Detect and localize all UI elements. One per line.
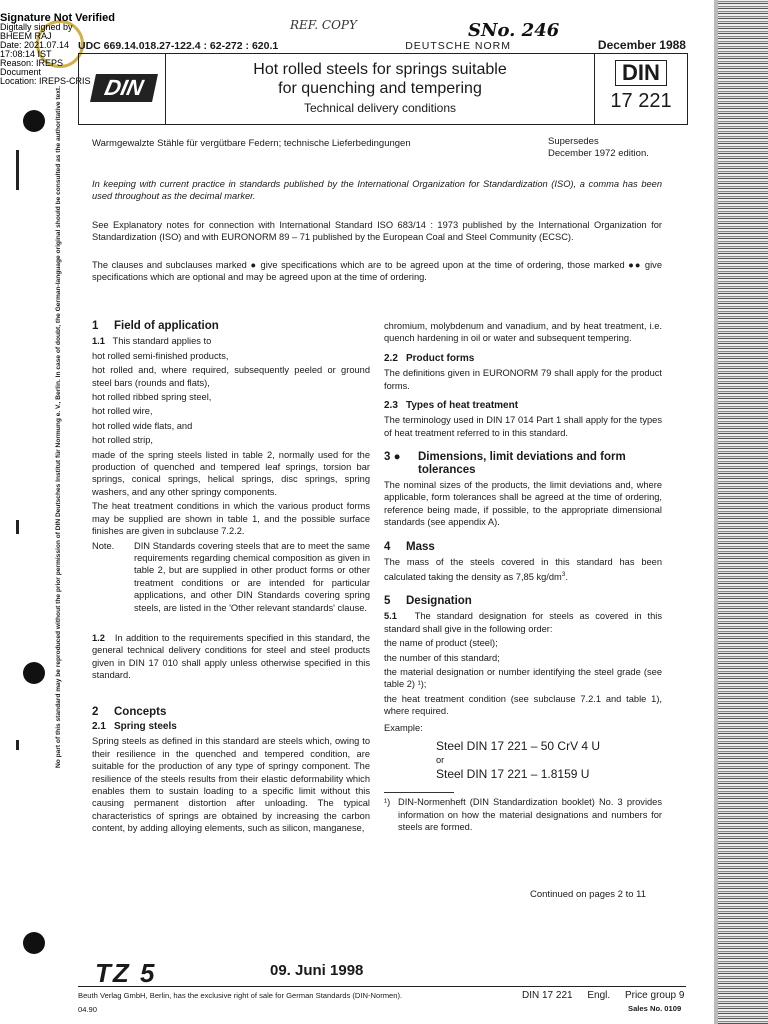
signature-title: Signature Not Verified	[0, 12, 115, 24]
list-item: hot rolled and, where required, subsequently peeled or ground steel bars (rounds and flats),	[92, 365, 370, 388]
paragraph	[384, 610, 662, 635]
subsection-heading	[384, 353, 662, 365]
footer-rule	[78, 986, 686, 987]
punch-hole	[23, 662, 45, 684]
intro-clauses: The clauses and subclauses marked ● give specifications which are to be agreed upon at the time of ordering, those marked ●● give specifications which are optional and may be agreed upon at the time of ordering.	[92, 260, 662, 283]
list-item: the material designation or number identifying the steel grade (see table 2) ¹);	[384, 667, 662, 690]
mass-text: The mass of the steels covered in this standard has been calculated taking the density as 7,85 kg/dm	[384, 557, 662, 582]
punch-hole	[23, 110, 45, 132]
subsection-title: Spring steels	[114, 720, 177, 732]
unit-exponent: 3	[561, 570, 566, 578]
footnote-rule	[384, 792, 454, 793]
footnote-label: ¹)	[384, 797, 391, 808]
document-title: Hot rolled steels for springs suitable	[253, 61, 507, 78]
example-designation: Steel DIN 17 221 – 50 CrV 4 U	[436, 739, 601, 754]
punch-hole	[23, 932, 45, 954]
supersedes-label: Supersedes	[548, 136, 599, 147]
din-number-cell	[595, 54, 687, 124]
footer-lang: Engl.	[587, 990, 611, 1001]
scan-mark	[16, 520, 19, 534]
document-subtitle: Technical delivery conditions	[303, 101, 457, 115]
footnote-text: DIN-Normenheft (DIN Standardization booklet) No. 3 provides information on how the material designations and numbers for steels are formed.	[398, 797, 662, 833]
paragraph: made of the spring steels listed in table 2, normally used for the production of quenched and tempered leaf springs, torsion bar springs, conical springs, helical springs, disc springs, spring washers, and any other springy components.	[92, 449, 370, 497]
footer-price: Price group 9	[624, 990, 685, 1001]
section-title: Field of application	[114, 320, 219, 332]
clause-text: In addition to the requirements specified in this standard, the general technical delivery conditions for steel and steel products given in DIN 17 010 shall apply unless otherwise specified in this standard.	[92, 632, 370, 681]
example-label: Example:	[384, 722, 423, 733]
left-column	[92, 320, 370, 837]
mass-text-end: .	[565, 571, 568, 582]
handwritten-ref-copy: REF. COPY	[290, 18, 357, 32]
list-item: the heat treatment condition (see subclause 7.2.1 and table 1), where required.	[384, 693, 662, 717]
subsection-title: Product forms	[406, 352, 475, 364]
scan-mark	[16, 150, 19, 190]
clause-number: 1.1	[92, 336, 105, 347]
section-number: 1	[92, 320, 99, 332]
section-number: 3 ●	[384, 451, 401, 464]
section-title: Mass	[406, 540, 435, 553]
din-label: DIN	[615, 60, 667, 86]
subsection-title: Types of heat treatment	[406, 400, 519, 412]
section-heading	[92, 320, 370, 332]
paragraph: The terminology used in DIN 17 014 Part 1 shall apply for the types of heat treatment referred to in this standard.	[384, 415, 662, 438]
signature-line: Reason: IREPS	[0, 58, 64, 68]
example-designation: Steel DIN 17 221 – 1.8159 U	[436, 767, 590, 782]
handwritten-serial: SNo. 246	[468, 20, 560, 41]
title-block	[78, 53, 688, 125]
document-title-2: for quenching and tempering	[278, 80, 482, 97]
footer-din: DIN 17 221	[522, 990, 573, 1001]
signature-line: Location: IREPS-CRIS	[0, 76, 91, 86]
subsection-heading	[384, 400, 662, 412]
paragraph: The definitions given in EURONORM 79 shall apply for the product forms.	[384, 368, 662, 391]
note	[92, 540, 370, 616]
section-heading	[384, 595, 662, 607]
list-item: the number of this standard;	[384, 652, 500, 663]
scan-edge	[718, 0, 768, 1024]
signature-line: BHEEM RAJ	[0, 31, 52, 41]
subsection-number: 2.3	[384, 400, 398, 412]
supersedes	[548, 136, 649, 160]
paragraph	[92, 632, 370, 682]
intro-explanatory: See Explanatory notes for connection with International Standard ISO 683/14 : 1973 published by the International Organization for Standardization (ISO) and with EURONORM 89 – 71 published by the European Coal and Steel Community (ECSC).	[92, 220, 662, 243]
scan-mark	[16, 740, 19, 750]
subsection-number: 2.1	[92, 720, 106, 732]
logo-cell	[79, 54, 166, 124]
deutsche-norm: DEUTSCHE NORM	[405, 40, 511, 52]
note-label: Note.	[92, 540, 115, 551]
section-number: 5	[384, 595, 391, 607]
signature-line: 17:08:14 IST	[0, 49, 52, 59]
section-title: Concepts	[114, 705, 167, 718]
list-item: hot rolled wide flats, and	[92, 420, 193, 431]
section-heading	[384, 541, 662, 553]
section-number: 4	[384, 540, 391, 553]
section-heading	[92, 706, 370, 718]
paragraph: chromium, molybdenum and vanadium, and by heat treatment, i.e. quench hardening in oil or water and subsequent tempering.	[384, 321, 662, 344]
list-item: hot rolled semi-finished products,	[92, 350, 229, 361]
subsection-number: 2.2	[384, 352, 398, 364]
list-item: hot rolled strip,	[92, 435, 153, 446]
section-title: Designation	[406, 595, 472, 607]
section-number: 2	[92, 705, 99, 718]
german-title: Warmgewalzte Stähle für vergütbare Federn; technische Lieferbedingungen	[92, 138, 411, 149]
signature-line: Date: 2021.07.14	[0, 40, 70, 50]
paragraph: The heat treatment conditions in which the various product forms may be supplied are shown in table 1, and the possible surface finishes are given in subclause 7.2.2.	[92, 501, 370, 537]
clause-text: This standard applies to	[112, 336, 212, 347]
section-heading	[384, 451, 662, 476]
stamp-date: 09. Juni 1998	[270, 962, 364, 979]
paragraph	[384, 556, 662, 583]
note-text: DIN Standards covering steels that are to meet the same requirements regarding chemical composition as given in table 2, but are supplied in other product forms or other treatment conditions or are intended for particular applications, and other DIN Standards covering spring steels, are listed in the 'Other relevant standards' clause.	[134, 540, 370, 613]
title-cell	[166, 54, 595, 124]
issue-date: December 1988	[597, 38, 686, 52]
copyright-side-note	[55, 86, 65, 768]
section-title: Dimensions, limit deviations and form tolerances	[418, 451, 626, 476]
signature-line: Document	[0, 67, 42, 77]
signature-line: Digitally signed by	[0, 22, 73, 32]
list-item: the name of product (steel);	[384, 638, 498, 649]
clause-number: 1.2	[92, 632, 105, 643]
footer-info	[522, 990, 696, 1001]
list-item: hot rolled wire,	[92, 406, 153, 417]
continued-note: Continued on pages 2 to 11	[530, 889, 647, 900]
footer-sales-number: Sales No. 0109	[628, 1004, 682, 1013]
list-item: hot rolled ribbed spring steel,	[92, 392, 212, 403]
clause-text: The standard designation for steels as covered in this standard shall give in the following order:	[384, 611, 662, 634]
subsection-heading	[92, 721, 370, 733]
footer-publisher: Beuth Verlag GmbH, Berlin, has the exclusive right of sale for German Standards (DIN-Normen).	[78, 991, 403, 1000]
side-note-text: No part of this standard may be reproduced without the prior permission of DIN Deutsches Institut für Normung e. V., Berlin. In case of doubt, the German-language original should be consulted as the authoritative text.	[55, 86, 62, 768]
intro-comma-note: In keeping with current practice in standards published by the International Organization for Standardization (ISO), a comma has been used throughout as the decimal marker.	[92, 179, 662, 202]
din-logo: DIN	[90, 74, 158, 102]
din-number: 17 221	[610, 90, 672, 112]
footnote	[384, 796, 662, 835]
paragraph: Spring steels as defined in this standard are steels which, owing to their resilience in the quenched and tempered condition, are suitable for the production of any type of springy component. The resilience of the steels results from their elastic deformability which enables them to sustain loading to a specific limit without this causing permanent distortion after unloading. The typical characteristics of springs are obtained by increasing the carbon content, by adding alloying elements, such as silicon, manganese,	[92, 736, 370, 834]
supersedes-edition: December 1972 edition.	[548, 148, 649, 159]
clause-number: 5.1	[384, 611, 397, 622]
paragraph	[92, 335, 370, 347]
header-topline	[78, 38, 686, 52]
example-or: or	[436, 755, 445, 766]
paragraph: The nominal sizes of the products, the limit deviations and, where applicable, form tolerances shall be agreed at the time of ordering, reference being made, if possible, to the appropriate dimensional standards (see appendix A).	[384, 480, 662, 528]
stamp-code: TZ 5	[95, 958, 157, 988]
udc-code: UDC 669.14.018.27-122.4 : 62-272 : 620.1	[78, 40, 279, 52]
right-column	[384, 320, 662, 836]
footer-version: 04.90	[78, 1005, 98, 1014]
